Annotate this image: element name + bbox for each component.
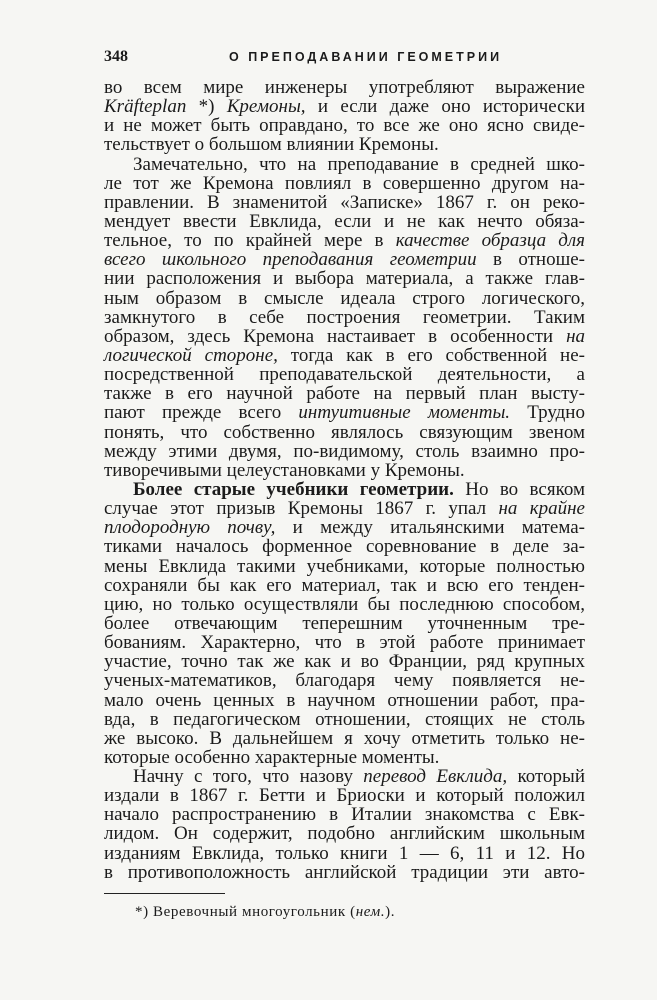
text-line xyxy=(104,537,585,556)
text-run: ). xyxy=(385,904,396,920)
text-run: в противоположность английской традиции эти авто- xyxy=(104,861,585,883)
text-run: Но во всяком xyxy=(453,478,585,500)
italic-run: на крайне xyxy=(498,498,585,520)
text-line xyxy=(104,97,585,116)
text-run: ле тот же Кремона повлиял в совершенно другом на- xyxy=(104,172,585,194)
text-run: пают прежде всего xyxy=(104,402,299,424)
text-line xyxy=(104,767,585,786)
text-run: *) xyxy=(186,96,227,118)
italic-run: на xyxy=(566,325,585,347)
text-run: тельствует о большом влиянии Кремоны. xyxy=(104,134,439,156)
text-run: *) Веревочный многоугольник ( xyxy=(135,904,356,920)
text-run: участие, точно так же как и во Франции, ряд крупных xyxy=(104,651,585,673)
text-line xyxy=(104,691,585,710)
running-title: О ПРЕПОДАВАНИИ ГЕОМЕТРИИ xyxy=(229,50,503,64)
italic-run: нем. xyxy=(355,904,386,920)
text-line xyxy=(104,786,585,805)
text-run: Трудно xyxy=(510,402,585,424)
text-run: мены Евклида такими учебниками, которые полностью xyxy=(104,555,585,577)
text-line xyxy=(104,671,585,690)
text-line xyxy=(104,78,585,97)
text-run: сохраняли бы как его материал, так и всю его тенден- xyxy=(104,574,585,596)
text-line xyxy=(104,576,585,595)
text-line xyxy=(104,652,585,671)
text-run: также в его научной работе на первый план высту- xyxy=(104,383,585,405)
text-run: который xyxy=(507,766,585,788)
text-line xyxy=(104,805,585,824)
text-run: издали в 1867 г. Бетти и Бриоски и который положил xyxy=(104,785,585,807)
paragraph xyxy=(104,480,585,767)
text-line xyxy=(104,748,585,767)
italic-run: перевод Евклида, xyxy=(363,766,508,788)
text-line xyxy=(104,403,585,422)
text-run: правлении. В знаменитой «Записке» 1867 г. он реко- xyxy=(104,191,585,213)
text-line xyxy=(104,614,585,633)
text-line xyxy=(104,518,585,537)
text-line xyxy=(104,844,585,863)
footnote xyxy=(135,903,395,921)
text-run: понять, что собственно являлось связующим звеном xyxy=(104,421,585,443)
text-line xyxy=(104,269,585,288)
text-run: Замечательно, что на преподавание в средней шко- xyxy=(133,153,585,175)
text-line xyxy=(104,231,585,250)
text-run: ным образом в смысле идеала строго логического, xyxy=(104,287,585,309)
text-line xyxy=(104,308,585,327)
text-run: которые особенно характерные моменты. xyxy=(104,746,440,768)
text-run: и не может быть оправдано, то все же оно ясно свиде- xyxy=(104,115,585,137)
text-line xyxy=(104,327,585,346)
text-run: мало очень ценных в научном отношении работ, пра- xyxy=(104,689,585,711)
text-run: бованиям. Характерно, что в этой работе принимает xyxy=(104,632,585,654)
text-line xyxy=(104,384,585,403)
text-line xyxy=(104,480,585,499)
paragraph xyxy=(104,155,585,480)
body-text xyxy=(104,78,585,882)
text-run: же высоко. В дальнейшем я хочу отметить только не- xyxy=(104,727,585,749)
text-line xyxy=(104,595,585,614)
text-run: образом, здесь Кремона настаивает в особенности xyxy=(104,325,567,347)
italic-run: плодородную почву, xyxy=(104,517,276,539)
text-run: нии расположения и выбора материала, а также глав- xyxy=(104,268,585,290)
text-line xyxy=(104,423,585,442)
text-line xyxy=(104,116,585,135)
italic-run: всего школьного преподавания геометрии xyxy=(104,249,477,271)
text-run: и если даже оно исторически xyxy=(305,96,585,118)
text-line xyxy=(104,442,585,461)
page-number: 348 xyxy=(104,48,128,65)
text-line xyxy=(104,461,585,480)
text-run: посредственной преподавательской деятельности, а xyxy=(104,364,585,386)
text-run: вда, в педагогическом отношении, стоящих не столь xyxy=(104,708,585,730)
text-line xyxy=(104,633,585,652)
italic-run: качестве образца для xyxy=(395,230,585,252)
text-line xyxy=(104,824,585,843)
text-run: ученых-математиков, благодаря чему появляется не- xyxy=(104,670,585,692)
text-line xyxy=(104,557,585,576)
text-run: и между итальянскими матема- xyxy=(275,517,585,539)
text-run: мендует ввести Евклида, если и не как нечто обяза- xyxy=(104,210,585,232)
text-run: в отноше- xyxy=(476,249,585,271)
text-line xyxy=(104,212,585,231)
text-line xyxy=(104,346,585,365)
italic-run: интуитивные моменты. xyxy=(298,402,511,424)
text-run: тельное, то по крайней мере в xyxy=(104,230,396,252)
text-line xyxy=(104,193,585,212)
footnote-rule xyxy=(104,893,225,894)
text-run: тиками началось форменное соревнование в деле за- xyxy=(104,536,585,558)
text-line xyxy=(104,289,585,308)
text-line xyxy=(104,499,585,518)
text-line xyxy=(104,174,585,193)
italic-run: Кремоны, xyxy=(226,96,306,118)
text-line xyxy=(104,863,585,882)
text-run: тогда как в его собственной не- xyxy=(277,344,585,366)
text-line xyxy=(104,135,585,154)
text-run: цию, но только осуществляли бы последнюю способом, xyxy=(104,593,585,615)
text-run: случае этот призыв Кремоны 1867 г. упал xyxy=(104,498,499,520)
text-line xyxy=(104,710,585,729)
text-run: во всем мире инженеры употребляют выражение xyxy=(104,77,585,98)
text-line xyxy=(104,155,585,174)
italic-run: Kräfteplan xyxy=(104,96,187,118)
text-line xyxy=(104,729,585,748)
text-run: начало распространению в Италии знакомства с Евк- xyxy=(104,804,585,826)
text-run: изданиям Евклида, только книги 1 — 6, 11 и 12. Но xyxy=(104,842,585,864)
text-run: лидом. Он содержит, подобно английским школьным xyxy=(104,823,585,845)
text-run: Начну с того, что назову xyxy=(133,766,364,788)
text-run: между этими двумя, по-видимому, столь взаимно про- xyxy=(104,440,585,462)
italic-run: логической стороне, xyxy=(104,344,278,366)
bold-run: Более старые учебники геометрии. xyxy=(133,478,454,500)
text-line xyxy=(104,250,585,269)
paragraph xyxy=(104,767,585,882)
text-run: замкнутого в себе построения геометрии. Таким xyxy=(104,306,585,328)
text-run: более отвечающим теперешним уточненным тре- xyxy=(104,612,585,634)
text-run: тиворечивыми целеустановками у Кремоны. xyxy=(104,459,465,481)
paragraph xyxy=(104,78,585,155)
text-line xyxy=(104,365,585,384)
